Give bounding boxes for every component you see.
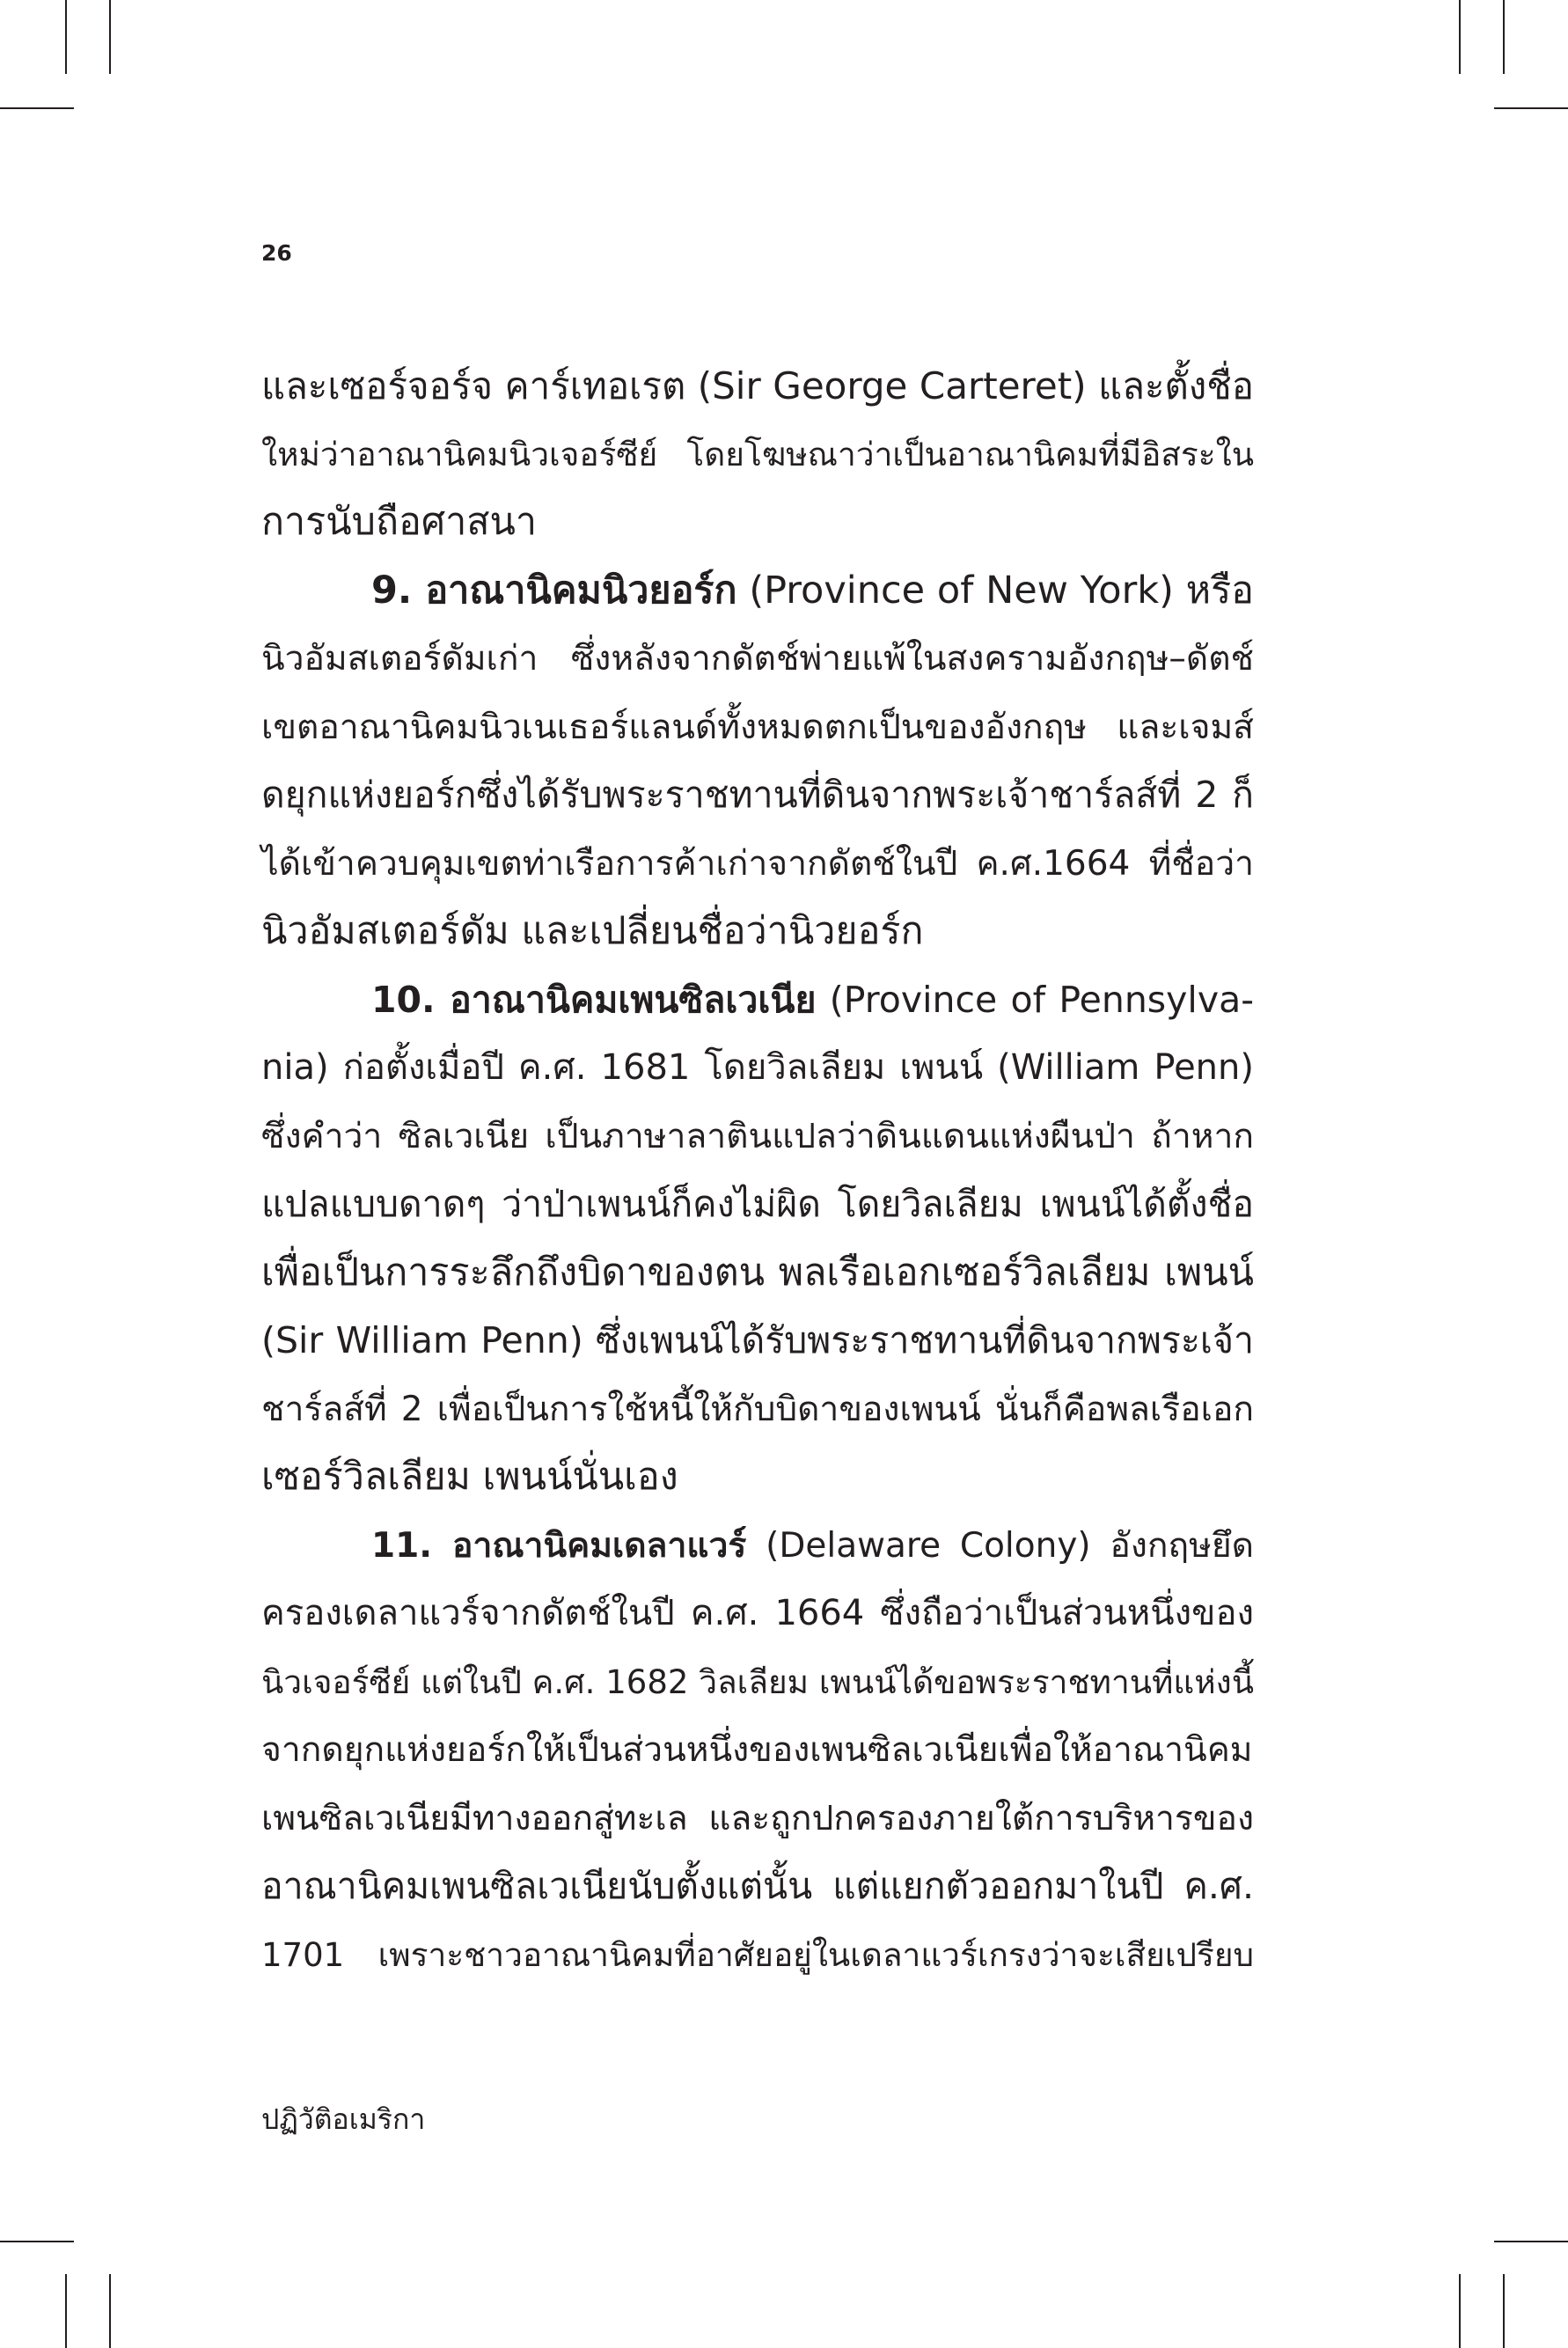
text-line: นิวอัมสเตอร์ดัม และเปลี่ยนชื่อว่านิวยอร์ก [261, 909, 924, 953]
text-line: ได้เข้าควบคุมเขตท่าเรือการค้าเก่าจากดัตช์ในปี ค.ศ.1664 ที่ชื่อว่า [261, 843, 1254, 884]
crop-mark [65, 0, 67, 74]
section-heading: 11. อาณานิคมเดลาแวร์ [371, 1525, 747, 1566]
section-heading-line: 11. อาณานิคมเดลาแวร์ (Delaware Colony) อังกฤษยึด [371, 1525, 1254, 1566]
text-line: 1701 เพราะชาวอาณานิคมที่อาศัยอยู่ในเดลาแวร์เกรงว่าจะเสียเปรียบ [261, 1935, 1254, 1974]
text-line: อาณานิคมเพนซิลเวเนียนับตั้งแต่นั้น แต่แยกตัวออกมาในปี ค.ศ. [261, 1865, 1254, 1907]
crop-mark [1459, 0, 1461, 74]
text-line: (Sir William Penn) ซึ่งเพนน์ได้รับพระราชทานที่ดินจากพระเจ้า [261, 1319, 1254, 1361]
text-line: เขตอาณานิคมนิวเนเธอร์แลนด์ทั้งหมดตกเป็นของอังกฤษ และเจมส์ [261, 707, 1254, 747]
crop-mark [109, 0, 111, 74]
crop-mark [0, 107, 74, 109]
text-line: การนับถือศาสนา [261, 500, 538, 544]
page-number: 26 [261, 240, 292, 266]
text-line: nia) ก่อตั้งเมื่อปี ค.ศ. 1681 โดยวิลเลียม เพนน์ (William Penn) [261, 1047, 1254, 1088]
crop-mark [1503, 2274, 1505, 2348]
crop-mark [1494, 2241, 1568, 2242]
text-line: ครองเดลาแวร์จากดัตช์ในปี ค.ศ. 1664 ซึ่งถือว่าเป็นส่วนหนึ่งของ [261, 1593, 1254, 1633]
text-line: เซอร์วิลเลียม เพนน์นั่นเอง [261, 1455, 678, 1499]
crop-mark [65, 2274, 67, 2348]
text-line: จากดยุกแห่งยอร์กให้เป็นส่วนหนึ่งของเพนซิลเวเนียเพื่อให้อาณานิคม [261, 1730, 1253, 1770]
section-heading-line: 10. อาณานิคมเพนซิลเวเนีย (Province of Pennsylva- [371, 978, 1254, 1021]
crop-mark [1503, 0, 1505, 74]
crop-mark [0, 2241, 74, 2242]
text-line: นิวอัมสเตอร์ดัมเก่า ซึ่งหลังจากดัตช์พ่ายแพ้ในสงครามอังกฤษ–ดัตช์ [261, 639, 1254, 679]
text-line: ซึ่งคำว่า ซิลเวเนีย เป็นภาษาลาตินแปลว่าดินแดนแห่งผืนป่า ถ้าหาก [261, 1116, 1254, 1156]
crop-mark [109, 2274, 111, 2348]
text-line: และเซอร์จอร์จ คาร์เทอเรต (Sir George Carteret) และตั้งชื่อ [261, 364, 1254, 407]
text-line: นิวเจอร์ซีย์ แต่ในปี ค.ศ. 1682 วิลเลียม เพนน์ได้ขอพระราชทานที่แห่งนี้ [261, 1662, 1254, 1701]
text-line: ใหม่ว่าอาณานิคมนิวเจอร์ซีย์ โดยโฆษณาว่าเป็นอาณานิคมที่มีอิสระใน [261, 435, 1254, 473]
text-line: เพนซิลเวเนียมีทางออกสู่ทะเล และถูกปกครองภายใต้การบริหารของ [261, 1798, 1254, 1838]
crop-mark [1459, 2274, 1461, 2348]
section-heading-line: 9. อาณานิคมนิวยอร์ก (Province of New York) หรือ [371, 568, 1254, 613]
crop-mark [1494, 107, 1568, 109]
text-line: ดยุกแห่งยอร์กซึ่งได้รับพระราชทานที่ดินจากพระเจ้าชาร์ลส์ที่ 2 ก็ [261, 774, 1254, 816]
text-line: เพื่อเป็นการระลึกถึงบิดาของตน พลเรือเอกเซอร์วิลเลียม เพนน์ [261, 1250, 1254, 1295]
body-text [261, 352, 1254, 1989]
text-line: แปลแบบดาดๆ ว่าป่าเพนน์ก็คงไม่ผิด โดยวิลเลียม เพนน์ได้ตั้งชื่อ [261, 1183, 1254, 1225]
section-heading: 10. อาณานิคมเพนซิลเวเนีย [371, 978, 817, 1021]
section-heading: 9. อาณานิคมนิวยอร์ก [371, 568, 737, 613]
running-footer: ปฏิวัติอเมริกา [261, 2102, 426, 2136]
text-line: ชาร์ลส์ที่ 2 เพื่อเป็นการใช้หนี้ให้กับบิดาของเพนน์ นั่นก็คือพลเรือเอก [261, 1389, 1254, 1429]
